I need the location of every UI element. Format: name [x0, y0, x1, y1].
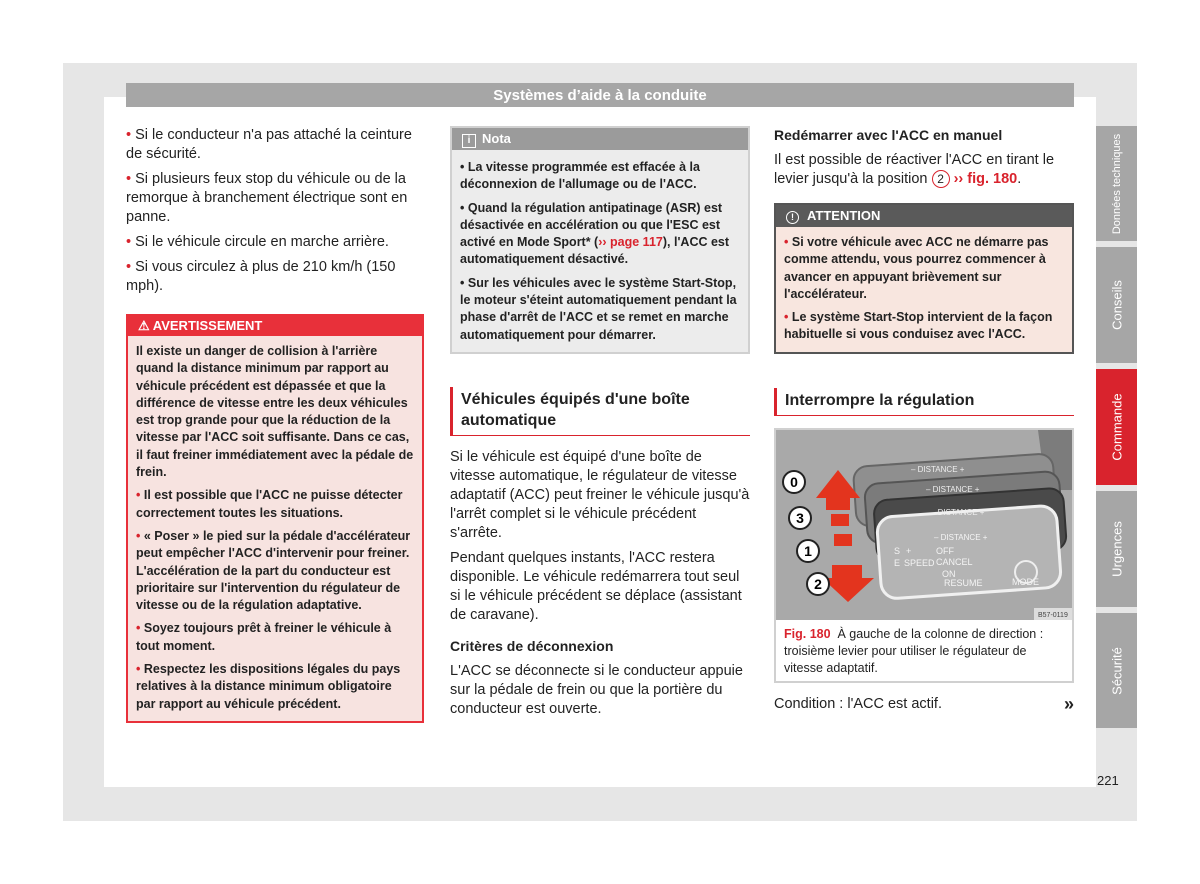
- figure-caption: Fig. 180 À gauche de la colonne de direction : troisième levier pour utiliser le régulateur de vitesse adaptatif.: [784, 626, 1044, 675]
- attention-item: • Si votre véhicule avec ACC ne démarre pas comme attendu, vous pourrez commencer à avancer en appuyant brièvement sur l'accélérateur.: [784, 235, 1049, 301]
- bullet-item: • Si vous circulez à plus de 210 km/h (150 mph).: [126, 259, 396, 294]
- figure-code: B57-0119: [1038, 611, 1068, 619]
- column-1: [126, 126, 424, 723]
- attention-box: [774, 203, 1074, 354]
- svg-text:S: S: [894, 545, 901, 556]
- condition-text: Condition : l'ACC est actif. »: [774, 693, 1074, 714]
- page-number: 221: [1097, 773, 1119, 788]
- attention-header: ! ATTENTION: [776, 205, 1072, 227]
- continue-icon: »: [1063, 693, 1074, 714]
- tab-securite[interactable]: Sécurité: [1096, 613, 1137, 728]
- column-3: [774, 126, 1074, 720]
- lever-illustration: [776, 430, 1072, 620]
- warning-box: [126, 314, 424, 723]
- bullet-icon: •: [126, 171, 132, 187]
- note-item: • La vitesse programmée est effacée à la déconnexion de l'allumage ou de l'ACC.: [460, 160, 700, 192]
- position-marker: 2: [932, 170, 950, 188]
- paragraph: Pendant quelques instants, l'ACC restera disponible. Le véhicule redémarrera tout seul si le véhicule précédent se déplace (assistant de caravane).: [450, 549, 742, 623]
- warning-item: • Soyez toujours prêt à freiner le véhicule à tout moment.: [136, 621, 392, 653]
- figure-label: Fig. 180: [784, 626, 831, 641]
- figure-180: [774, 428, 1074, 683]
- note-item: • Sur les véhicules avec le système Start-Stop, le moteur s'éteint automatiquement pendant la phase d'arrêt de l'ACC et se remet en marche automatiquement pour démarrer.: [460, 275, 737, 342]
- warning-header: ⚠ AVERTISSEMENT: [128, 316, 422, 336]
- svg-text:RESUME: RESUME: [944, 577, 983, 588]
- paragraph: L'ACC se déconnecte si le conducteur appuie sur la pédale de frein ou que la portière du conducteur est ouverte.: [450, 662, 743, 717]
- subsection-title: Redémarrer avec l'ACC en manuel: [774, 127, 1003, 143]
- attention-icon: !: [786, 211, 799, 224]
- svg-text:SPEED: SPEED: [904, 557, 935, 568]
- note-body: [452, 150, 748, 352]
- note-box: [450, 126, 750, 354]
- tab-commande[interactable]: Commande: [1096, 369, 1137, 485]
- info-icon: i: [462, 134, 476, 148]
- svg-text:E: E: [894, 557, 901, 568]
- position-label: 1: [804, 542, 812, 559]
- position-label: 2: [814, 575, 822, 592]
- warning-item: • Respectez les dispositions légales du pays relatives à la distance minimum obligatoire par rapport au véhicule précédent.: [136, 662, 401, 711]
- warning-item: • « Poser » le pied sur la pédale d'accélérateur peut empêcher l'ACC d'intervenir pour freiner. L'accélération de la part du conducteur est prioritaire sur l'intervention du régulateur de vitesse ou de la régulation adaptative.: [136, 528, 411, 613]
- paragraph: Si le véhicule est équipé d'une boîte de vitesse automatique, le régulateur de vitesse adaptatif (ACC) peut freiner le véhicule jusqu'à l'arrêt complet si le véhicule précédent s'arrête.: [450, 448, 750, 541]
- attention-item: • Le système Start-Stop intervient de la façon habituelle si vous conduisez avec l'ACC.: [784, 310, 1053, 342]
- bullet-item: • Si plusieurs feux stop du véhicule ou de la remorque à branchement électrique sont en panne.: [126, 171, 408, 225]
- paragraph: Il est possible de réactiver l'ACC en tirant le levier jusqu'à la position 2 ›› fig. 180.: [774, 152, 1055, 187]
- page-link[interactable]: ›› page 117: [598, 235, 663, 250]
- note-header: i Nota: [452, 128, 748, 150]
- warning-triangle-icon: ⚠: [138, 318, 150, 333]
- note-item: • Quand la régulation antipatinage (ASR) est désactivée en accélération ou que l'ESC est activé en Mode Sport* (›› page 117), l'ACC est automatiquement désactivé.: [460, 200, 730, 267]
- distance-label: – DISTANCE +: [931, 507, 985, 517]
- bullet-item: • Si le conducteur n'a pas attaché la ceinture de sécurité.: [126, 127, 412, 162]
- warning-intro: Il existe un danger de collision à l'arrière quand la distance minimum par rapport au véhicule précédent est dépassée et que la différence de vitesse entre les deux véhicules est trop grande pour que la réduction de la vitesse par l'ACC soit suffisante. Dans ce cas, il faut freiner immédiatement avec la pédale de frein.: [136, 344, 414, 480]
- svg-text:ON: ON: [942, 568, 956, 579]
- warning-item: • Il est possible que l'ACC ne puisse détecter correctement toutes les situations.: [136, 488, 403, 520]
- tab-urgences[interactable]: Urgences: [1096, 491, 1137, 607]
- bullet-icon: •: [126, 234, 132, 250]
- bullet-icon: •: [126, 127, 132, 143]
- subsection-title: Critères de déconnexion: [450, 637, 614, 654]
- attention-body: [776, 227, 1072, 352]
- svg-text:OFF: OFF: [936, 545, 954, 556]
- section-title: Véhicules équipés d'une boîte automatique: [450, 387, 750, 436]
- warning-body: [128, 336, 422, 721]
- lever-svg: [776, 430, 1072, 620]
- distance-label: – DISTANCE +: [934, 532, 988, 542]
- tab-donnees-techniques[interactable]: Données techniques: [1096, 126, 1137, 241]
- tab-conseils[interactable]: Conseils: [1096, 247, 1137, 363]
- bullet-icon: •: [126, 259, 132, 275]
- svg-text:CANCEL: CANCEL: [936, 556, 973, 567]
- figure-link[interactable]: ›› fig. 180: [953, 171, 1018, 187]
- position-label: 3: [796, 509, 804, 526]
- bullet-item: • Si le véhicule circule en marche arrière.: [126, 234, 389, 250]
- distance-label: – DISTANCE +: [911, 464, 965, 474]
- section-title: Interrompre la régulation: [774, 388, 1074, 416]
- position-label: 0: [790, 473, 798, 490]
- distance-label: – DISTANCE +: [926, 484, 980, 494]
- svg-text:+: +: [906, 545, 912, 556]
- column-2: [450, 126, 750, 725]
- page-header: Systèmes d’aide à la conduite: [126, 83, 1074, 107]
- svg-text:MODE: MODE: [1012, 576, 1039, 587]
